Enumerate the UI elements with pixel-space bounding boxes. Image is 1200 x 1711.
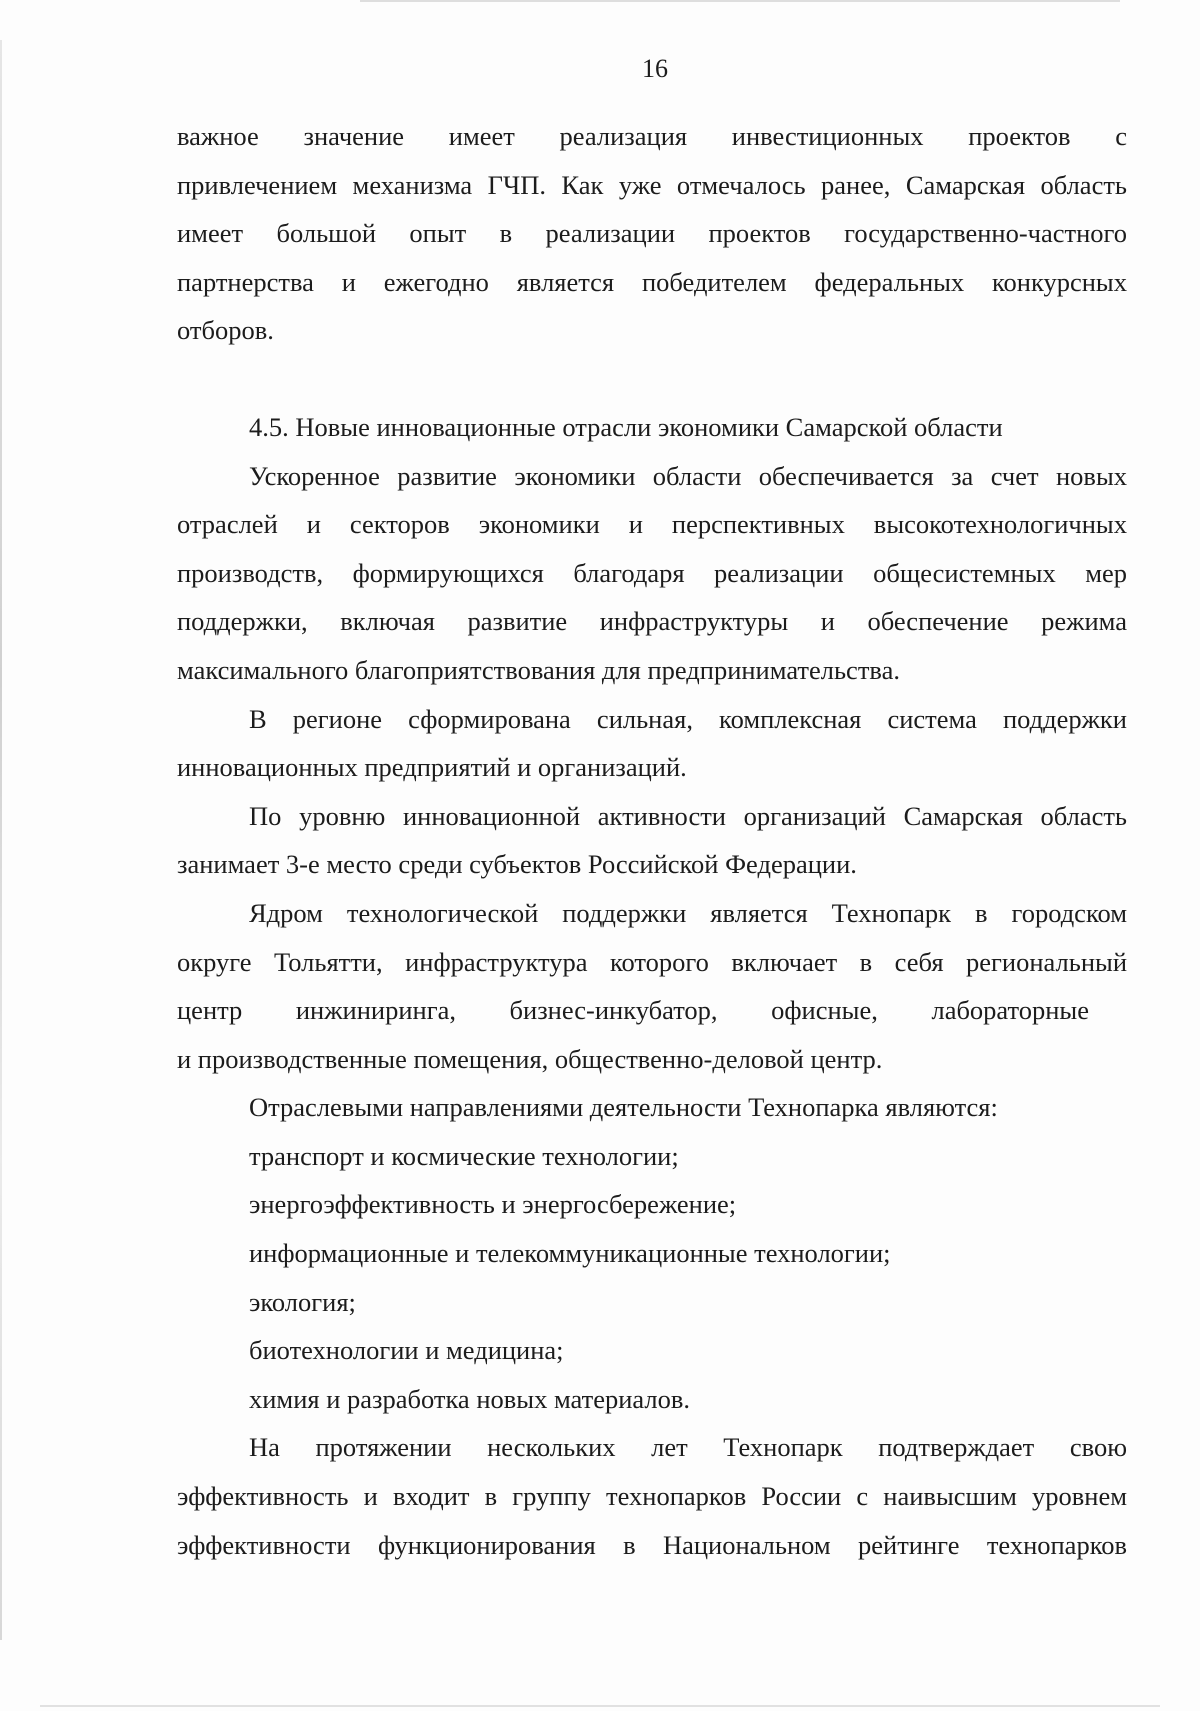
text-line: важное значение имеет реализация инвестиционных проектов с xyxy=(177,121,1127,151)
text-line: привлечением механизма ГЧП. Как уже отмечалось ранее, Самарская область xyxy=(177,169,1127,200)
scan-edge-bottom xyxy=(40,1705,1160,1707)
text-line: эффективности функционирования в Национальном рейтинге технопарков xyxy=(177,1529,1127,1560)
list-item: энергоэффективность и энергосбережение; xyxy=(249,1189,737,1220)
text-line: имеет большой опыт в реализации проектов государственно-частного xyxy=(177,218,1127,249)
text-line: инновационных предприятий и организаций. xyxy=(177,752,687,783)
text-line: максимального благоприятствования для предпринимательства. xyxy=(177,654,900,685)
list-item: биотехнологии и медицина; xyxy=(249,1335,564,1366)
text-line: занимает 3-е место среди субъектов Российской Федерации. xyxy=(177,849,857,880)
scan-edge-top xyxy=(360,0,1120,2)
text-line: партнерства и ежегодно является победителем федеральных конкурсных xyxy=(177,266,1127,297)
text-line: Ускоренное развитие экономики области обеспечивается за счет новых xyxy=(249,460,1127,491)
list-item: химия и разработка новых материалов. xyxy=(249,1383,690,1414)
page-number: 16 xyxy=(642,54,668,83)
text-line: и производственные помещения, общественно-деловой центр. xyxy=(177,1043,883,1074)
text-line: На протяжении нескольких лет Технопарк подтверждает свою xyxy=(249,1432,1127,1463)
text-line: отборов. xyxy=(177,315,274,346)
text-line: центр инжиниринга, бизнес-инкубатор, офисные, лабораторные xyxy=(177,995,1089,1026)
section-heading: 4.5. Новые инновационные отрасли экономики Самарской области xyxy=(249,411,1003,442)
document-body xyxy=(177,112,1127,1569)
scan-edge-left xyxy=(0,40,2,1640)
text-line: производств, формирующихся благодаря реализации общесистемных мер xyxy=(177,557,1127,588)
text-line: В регионе сформирована сильная, комплексная система поддержки xyxy=(249,703,1127,734)
list-item: транспорт и космические технологии; xyxy=(249,1140,679,1171)
text-line: По уровню инновационной активности организаций Самарская область xyxy=(249,800,1127,831)
text-line: эффективность и входит в группу технопарков России с наивысшим уровнем xyxy=(177,1481,1127,1512)
text-line: отраслей и секторов экономики и перспективных высокотехнологичных xyxy=(177,509,1127,540)
text-line: Отраслевыми направлениями деятельности Технопарка являются: xyxy=(249,1092,998,1123)
list-item: информационные и телекоммуникационные технологии; xyxy=(249,1238,891,1269)
text-line: Ядром технологической поддержки является Технопарк в городском xyxy=(249,897,1127,928)
section-gap xyxy=(177,355,1127,403)
list-item: экология; xyxy=(249,1286,356,1317)
text-line: поддержки, включая развитие инфраструктуры и обеспечение режима xyxy=(177,606,1127,637)
text-line: округе Тольятти, инфраструктура которого включает в себя региональный xyxy=(177,946,1127,977)
